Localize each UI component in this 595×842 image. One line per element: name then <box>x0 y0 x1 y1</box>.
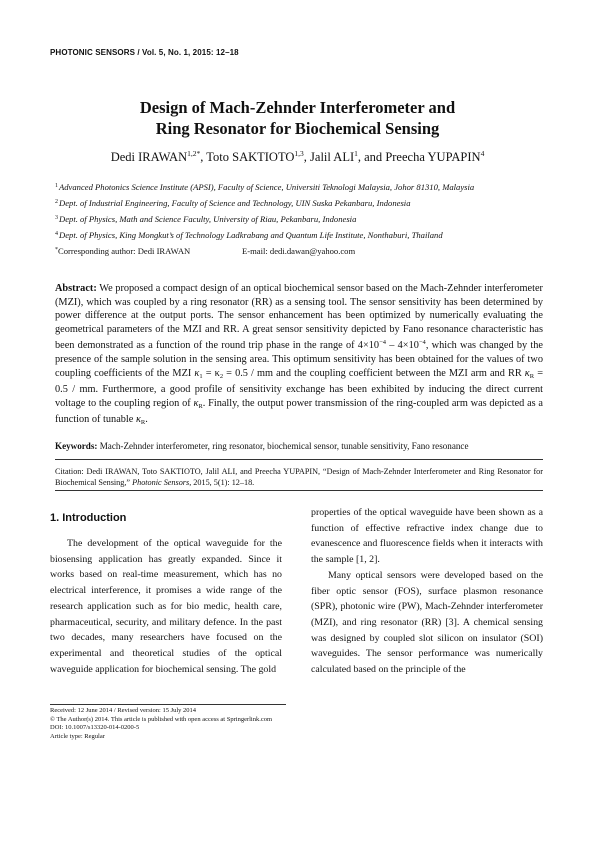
corresponding-mark: * <box>55 247 58 253</box>
author-name: Preecha YUPAPIN <box>385 150 481 164</box>
paragraph: The development of the optical waveguide for the biosensing application has greatly expanded. Since it works based on real-time measurement, which has no electrical interference, it promises a wide range of the research application such as for bio medic, health care, pharmaceutical, security, and military defence. In the past two decades, many researchers have focused on the experimental and theoretical studies of the optical waveguide application for biochemical sensing. The gold <box>50 538 282 675</box>
paper-title-line2: Ring Resonator for Biochemical Sensing <box>155 119 440 138</box>
math-kappa: κ <box>193 397 199 409</box>
abstract-exponent: −4 <box>418 339 426 347</box>
corresponding-author-text: Corresponding author: Dedi IRAWAN <box>58 246 191 256</box>
affiliation-text: Advanced Photonics Science Institute (APSI), Faculty of Science, Universiti Teknologi Malaysia, Johor 81310, Malaysia <box>59 182 475 192</box>
abstract-exponent: −4 <box>379 339 386 347</box>
affiliation-text: Dept. of Physics, King Mongkut’s of Technology Ladkrabang and Quantum Life Institute, Nonthaburi, Thailand <box>59 230 443 240</box>
paragraph: properties of the optical waveguide have been shown as a function of effective refractive index change due to evanescence and fluorescence fields when it interacts with the sample [1, 2]. <box>311 507 543 566</box>
author-affiliation-mark: 1,3 <box>294 149 304 158</box>
footnote-doi: DOI: 10.1007/s13320-014-0200-5 <box>50 724 140 732</box>
divider <box>55 459 543 460</box>
keywords-label: Keywords: <box>55 441 98 451</box>
abstract-text: We proposed a compact design of an optical biochemical sensor based on the Mach-Zehnder interferometer (MZI), which was coupled by a ring resonator (RR) as a sensing tool. The sensor sensitivity has been determined by power difference at the output ports. The sensor enhancement has been optimized by numerically evaluating the geometrical parameters of the MZI and RR. A great sensor sensitivity depicted by Fano resonance characteristic has been demonstrated as a function of the round trip phase in the range of 4×10 <box>55 283 543 352</box>
citation-journal: Photonic Sensors <box>132 478 190 487</box>
abstract-text: Furthermore, a good profile of sensitivity exchange has been exhibited by inducing the direct current voltage to the coupling region of <box>55 384 543 409</box>
math-kappa: κ <box>524 367 530 379</box>
keywords <box>55 441 575 451</box>
left-column <box>50 536 282 677</box>
citation <box>55 466 543 488</box>
affiliation <box>55 180 474 193</box>
author-affiliation-mark: 1,2* <box>187 149 201 158</box>
affiliation <box>55 212 356 225</box>
footnote-divider <box>50 704 286 705</box>
abstract-label: Abstract: <box>55 283 97 294</box>
footnote-article-type: Article type: Regular <box>50 732 105 740</box>
math-subscript: 1 <box>199 372 203 380</box>
math-kappa: κ <box>194 367 200 379</box>
citation-text: Citation: Dedi IRAWAN, Toto SAKTIOTO, Jalil ALI, and Preecha YUPAPIN, “Design of Mach-Zehnder Interferometer and Ring Resonator for Biochemical Sensing,” <box>55 467 543 487</box>
keywords-text: Mach-Zehnder interferometer, ring resonator, biochemical sensor, tunable sensitivity, Fano resonance <box>99 441 469 451</box>
footnote-copyright: © The Author(s) 2014. This article is published with open access at Springerlink.com <box>50 715 273 723</box>
corresponding-email: E-mail: dedi.dawan@yahoo.com <box>242 246 356 256</box>
abstract-text: , which was changed by the presence of the sample solution in the sensing area. This optimum sensitivity has been obtained for the values of two coupling coefficients of the MZI <box>55 340 543 379</box>
affiliation-number: 4 <box>55 231 58 237</box>
author-name: Toto SAKTIOTO <box>206 150 295 164</box>
abstract-text: . <box>145 414 148 426</box>
citation-text: , 2015, 5(1): 12–18. <box>189 478 255 487</box>
affiliation <box>55 196 411 209</box>
corresponding-author <box>55 246 356 256</box>
journal-header: PHOTONIC SENSORS / Vol. 5, No. 1, 2015: 12–18 <box>50 48 239 57</box>
paper-title-line1: Design of Mach-Zehnder Interferometer and <box>139 98 456 117</box>
affiliation-text: Dept. of Industrial Engineering, Faculty of Science and Technology, UIN Suska Pekanbaru, Indonesia <box>59 198 411 208</box>
affiliation <box>55 228 443 241</box>
abstract-text: and the coupling coefficient between the MZI arm and RR <box>273 367 525 379</box>
author-list: Dedi $IRAWAN^{1,2*}$, Toto SAKTIOTO$^{1,3}$, Jalil ALI$^1$, and Preecha YUPAPIN$^4$ <box>110 149 485 164</box>
abstract-text: . Finally, the output power transmission of the ring-coupled arm was depicted as a function of tunable <box>55 397 543 426</box>
affiliation-number: 2 <box>55 199 58 205</box>
math-text: = 0.5 / mm. <box>55 367 543 396</box>
math-subscript: R <box>140 419 146 427</box>
section-heading: 1. Introduction <box>50 512 127 524</box>
math-subscript: 2 <box>219 372 224 380</box>
author-affiliation-mark: 4 <box>480 149 485 158</box>
right-column <box>311 505 543 678</box>
author-name: Jalil ALI <box>310 150 355 164</box>
abstract-text: – 4×10 <box>385 340 419 352</box>
divider <box>55 490 543 491</box>
math-text: = κ <box>202 367 220 379</box>
affiliation-number: 1 <box>55 183 58 189</box>
math-subscript: R <box>198 402 203 410</box>
author-name: Dedi IRAWAN <box>110 150 188 164</box>
affiliation-text: Dept. of Physics, Math and Science Faculty, University of Riau, Pekanbaru, Indonesia <box>59 214 357 224</box>
footnote-received: Received: 12 June 2014 / Revised version: 15 July 2014 <box>50 707 197 714</box>
author-affiliation-mark: 1 <box>354 149 358 158</box>
footnote <box>50 707 272 741</box>
paragraph: Many optical sensors were developed based on the fiber optic sensor (FOS), surface plasmon resonance (SPR), photonic wire (PW), Mach-Zehnder interferometer (MZI), and ring resonator (RR) [3]. A chemical sensing was designed by coupled slot silicon on insulator (SOI) waveguides. The sensor performance was numerically calculated based on the principle of the <box>311 569 543 676</box>
abstract <box>55 282 543 430</box>
affiliation-number: 3 <box>55 215 58 221</box>
math-kappa: κ <box>135 414 141 426</box>
math-text: = 0.5 / mm <box>223 367 274 379</box>
math-subscript: R <box>529 372 535 380</box>
